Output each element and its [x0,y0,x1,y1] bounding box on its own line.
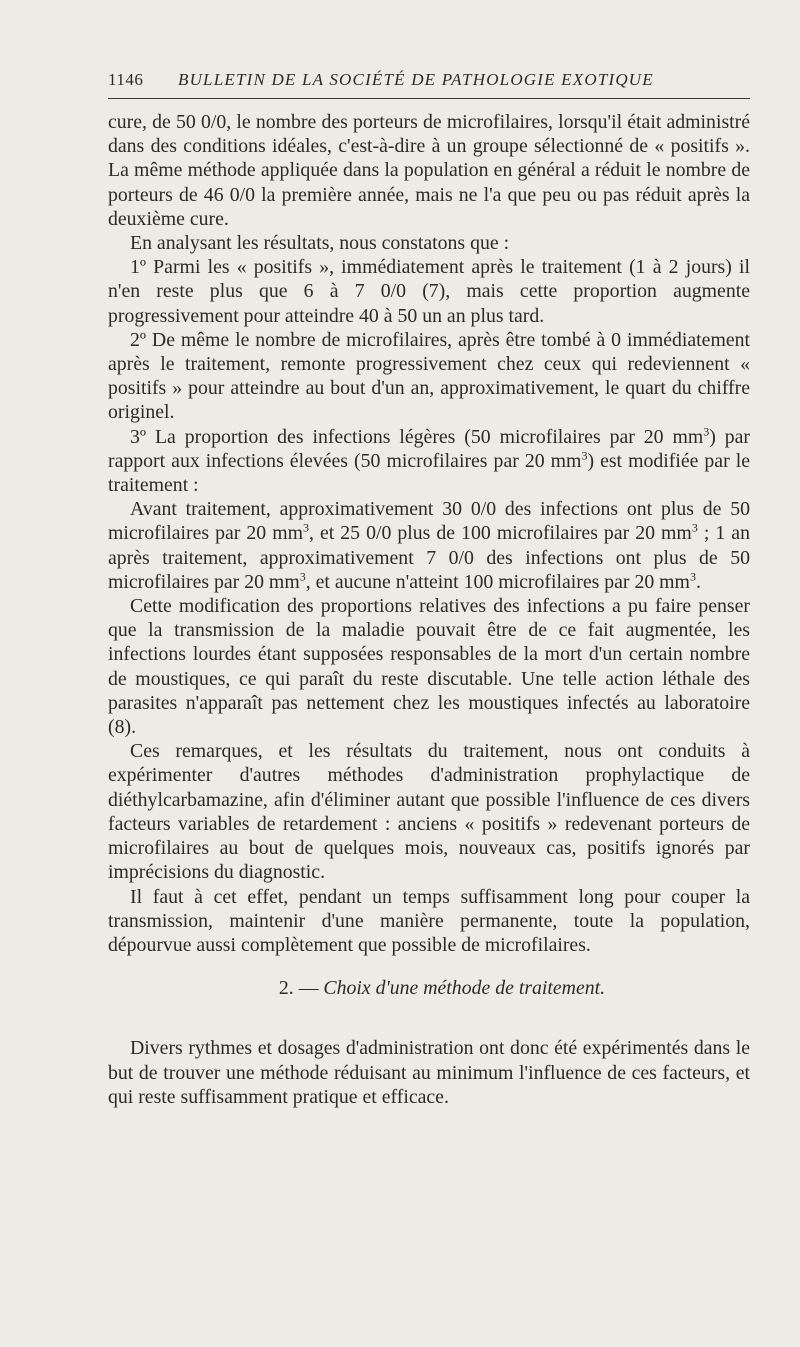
paragraph: Divers rythmes et dosages d'administration ont donc été expérimentés dans le but de trouver une méthode réduisant au minimum l'influence de ces facteurs, et qui reste suffisamment pratique et efficace. [108,1037,750,1108]
section-heading [108,976,750,1000]
paragraph-before-after: Avant traitement, approximativement 30 0/0 des infections ont plus de 50 microfilaires par 20 $mm^3$, et 25 0/0 plus de 100 microfilaires par 20 $mm^3$ ; 1 an après traitement, approximativement 7 0/0 des infections ont plus de 50 microfilaires par 20 $mm^3$, et aucune n'atteint 100 microfilaires par 20 $mm^3$. [108,498,750,593]
paragraph: Ces remarques, et les résultats du traitement, nous ont conduits à expérimenter d'autres méthodes d'administration prophylactique de diéthylcarbamazine, afin d'éliminer autant que possible l'influence de ces divers facteurs variables de retardement : anciens « positifs » redevenant porteurs de microfilaires au bout de quelques mois, nouveaux cas, positifs ignorés par imprécisions du diagnostic. [108,740,750,884]
section-title: Choix d'une méthode de traitement. [323,977,606,1000]
section-number: 2. — [278,977,319,1000]
paragraph-point-3: 3º La proportion des infections légères (50 microfilaires par 20 $mm^3$) par rapport aux infections élevées (50 microfilaires par 20 $mm^3$) est modifiée par le traitement : [108,424,750,497]
paragraph-point-1: 1º Parmi les « positifs », immédiatement après le traitement (1 à 2 jours) il n'en reste plus que 6 à 7 0/0 (7), mais cette proportion augmente progressivement pour atteindre 40 à 50 un an plus tard. [108,256,750,327]
header-rule [108,98,750,99]
running-header [108,70,750,94]
paragraph: En analysant les résultats, nous constatons que : [130,232,510,255]
body-text [108,110,750,1109]
paragraph: Cette modification des proportions relatives des infections a pu faire penser que la transmission de la maladie pouvait être de ce fait augmentée, les infections lourdes étant supposées responsables de la mort d'un certain nombre de moustiques, ce qui paraît du reste discutable. Une telle action léthale des parasites n'apparaît pas nettement chez les moustiques infectés au laboratoire (8). [108,595,750,739]
paragraph-continued: cure, de 50 0/0, le nombre des porteurs de microfilaires, lorsqu'il était administré dans des conditions idéales, c'est-à-dire à un groupe sélectionné de « positifs ». La même méthode appliquée dans la population en général a réduit le nombre de porteurs de 46 0/0 la première année, mais ne l'a que peu ou pas réduit après la deuxième cure. [108,111,750,230]
journal-title: BULLETIN DE LA SOCIÉTÉ DE PATHOLOGIE EXOTIQUE [178,70,654,89]
page-number: 1146 [108,70,144,89]
paragraph-point-2: 2º De même le nombre de microfilaires, après être tombé à 0 immédiatement après le traitement, remonte progressivement chez ceux qui redeviennent « positifs » pour atteindre au bout d'un an, approximativement, le quart du chiffre originel. [108,328,750,424]
paragraph: Il faut à cet effet, pendant un temps suffisamment long pour couper la transmission, maintenir d'une manière permanente, toute la population, dépourvue aussi complètement que possible de microfilaires. [108,885,750,956]
